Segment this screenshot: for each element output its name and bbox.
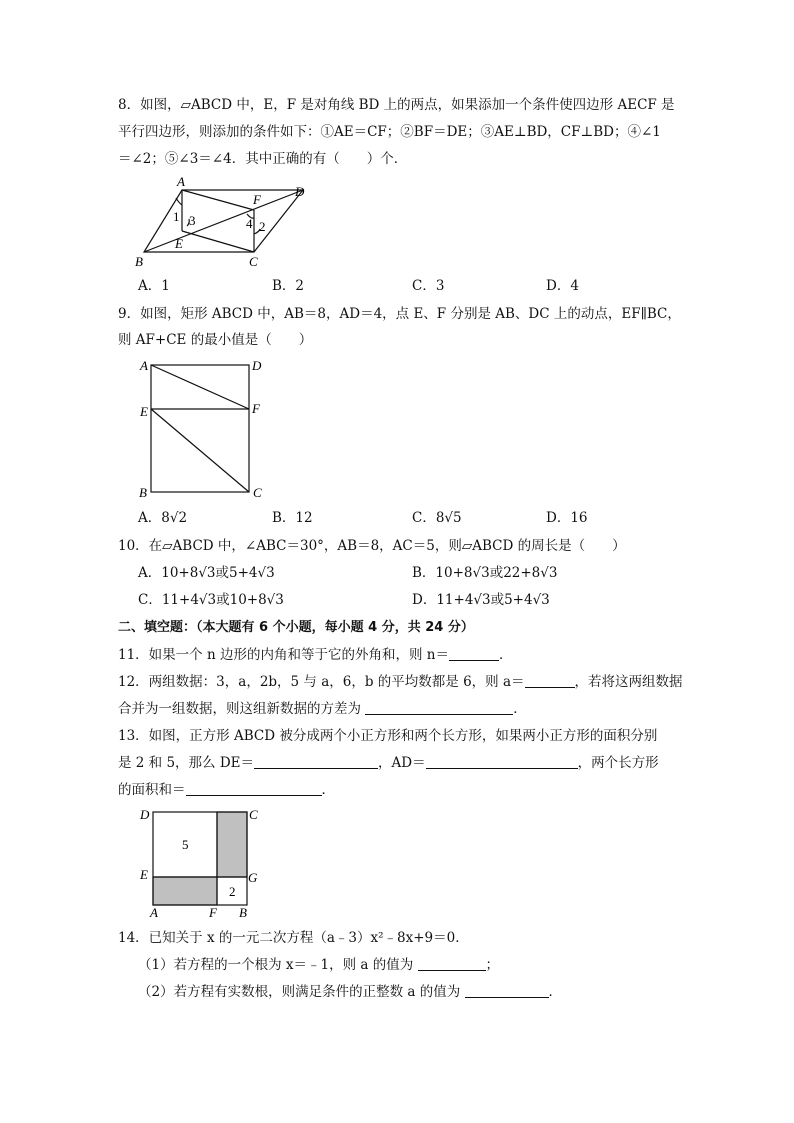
q13-area-2: 2 bbox=[229, 884, 236, 899]
q13-label-D: D bbox=[140, 807, 150, 822]
q8-option-d: D．4 bbox=[546, 278, 579, 294]
q8-label-D: D bbox=[295, 184, 305, 199]
q13-line2 bbox=[118, 753, 659, 773]
q13-text-c: ，AD＝ bbox=[378, 755, 426, 771]
q13-label-B: B bbox=[239, 905, 247, 920]
q10-line1: 10．在▱ABCD 中，∠ABC＝30°，AB＝8，AC＝5，则▱ABCD 的周长是（ ） bbox=[118, 538, 626, 554]
q14-text-b: （1）若方程的一个根为 x＝﹣1，则 a 的值为 bbox=[138, 957, 414, 973]
q10-option-a: A．10+8√3或5+4√3 bbox=[138, 565, 275, 581]
q9-label-F: F bbox=[252, 401, 260, 416]
q13-label-G: G bbox=[248, 870, 258, 885]
q14-part1 bbox=[138, 955, 499, 975]
q13-blank-ad[interactable] bbox=[426, 754, 578, 769]
q9-line1: 9．如图，矩形 ABCD 中，AB＝8，AD＝4，点 E、F 分别是 AB、DC 上的动点，EF∥BC， bbox=[118, 306, 681, 322]
q11-end: ． bbox=[498, 647, 513, 663]
q14-text-c: ； bbox=[485, 957, 500, 973]
q13-label-E: E bbox=[140, 867, 148, 882]
section-heading: 二、填空题：（本大题有 6 个小题，每小题 4 分，共 24 分） bbox=[118, 620, 474, 635]
q10-option-c: C．11+4√3或10+8√3 bbox=[138, 592, 284, 608]
q12-blank-a[interactable] bbox=[525, 673, 575, 688]
q9-option-a: A．8√2 bbox=[138, 510, 188, 526]
q14-text-d: （2）若方程有实数根，则满足条件的正整数 a 的值为 bbox=[138, 984, 461, 1000]
q9-label-A: A bbox=[140, 358, 148, 373]
q8-label-B: B bbox=[135, 254, 143, 269]
q13-blank-area[interactable] bbox=[186, 781, 322, 796]
q14-end: ． bbox=[548, 984, 563, 1000]
q10-option-d: D．11+4√3或5+4√3 bbox=[412, 592, 550, 608]
q9-option-c: C．8√5 bbox=[412, 510, 462, 526]
q13-line1: 13．如图，正方形 ABCD 被分成两个小正方形和两个长方形，如果两小正方形的面积分别 bbox=[118, 728, 658, 744]
q13-text-e: 的面积和＝ bbox=[118, 782, 186, 798]
q13-figure bbox=[136, 804, 266, 920]
q8-option-a: A．1 bbox=[138, 278, 170, 294]
q8-label-2: 2 bbox=[259, 219, 266, 234]
q8-label-A: A bbox=[177, 174, 185, 189]
q13-end: ． bbox=[321, 782, 335, 798]
q11-answer-blank[interactable] bbox=[449, 646, 499, 661]
q11-line bbox=[118, 645, 512, 665]
q14-blank-1[interactable] bbox=[418, 956, 486, 971]
q9-label-D: D bbox=[252, 358, 262, 373]
q12-text-b: ，若将这两组数据 bbox=[574, 674, 683, 690]
q8-label-3: 3 bbox=[189, 213, 196, 228]
q8-label-1: 1 bbox=[173, 209, 180, 224]
q13-text-d: ，两个长方形 bbox=[577, 755, 659, 771]
q8-line3: ＝∠2；⑤∠3＝∠4．其中正确的有（ ）个． bbox=[118, 151, 408, 167]
q13-label-F: F bbox=[209, 905, 217, 920]
q9-label-B: B bbox=[139, 485, 147, 500]
q9-figure bbox=[136, 354, 272, 504]
q8-line1: 8．如图，▱ABCD 中，E，F 是对角线 BD 上的两点，如果添加一个条件使四边形 AECF 是 bbox=[118, 97, 675, 113]
q12-line1 bbox=[118, 672, 683, 692]
q9-option-d: D．16 bbox=[546, 510, 588, 526]
q9-option-b: B．12 bbox=[272, 510, 313, 526]
q8-label-F: F bbox=[253, 192, 261, 207]
q10-option-b: B．10+8√3或22+8√3 bbox=[412, 565, 558, 581]
q12-text-c: 合并为一组数据，则这组新数据的方差为 bbox=[118, 701, 361, 717]
q13-label-A: A bbox=[150, 905, 158, 920]
q12-blank-variance[interactable] bbox=[365, 700, 513, 715]
q8-option-c: C．3 bbox=[412, 278, 445, 294]
q8-option-b: B．2 bbox=[272, 278, 305, 294]
q13-text-b: 是 2 和 5，那么 DE＝ bbox=[118, 755, 255, 771]
q13-blank-de[interactable] bbox=[254, 754, 378, 769]
q13-area-5: 5 bbox=[182, 837, 189, 852]
q13-line3 bbox=[118, 780, 335, 800]
q8-label-E: E bbox=[175, 236, 183, 251]
q14-blank-2[interactable] bbox=[465, 983, 549, 998]
q9-line2: 则 AF+CE 的最小值是（ ） bbox=[118, 332, 313, 348]
q12-text-a: 12．两组数据：3，a，2b，5 与 a，6，b 的平均数都是 6，则 a＝ bbox=[118, 674, 525, 690]
q14-part2 bbox=[138, 982, 562, 1002]
q8-label-4: 4 bbox=[246, 216, 253, 231]
q12-line2 bbox=[118, 699, 527, 719]
q9-label-C: C bbox=[253, 485, 262, 500]
q8-label-C: C bbox=[249, 254, 258, 269]
q11-text: 11．如果一个 n 边形的内角和等于它的外角和，则 n＝ bbox=[118, 647, 449, 663]
q8-figure bbox=[133, 172, 313, 272]
q8-line2: 平行四边形，则添加的条件如下：①AE＝CF；②BF＝DE；③AE⊥BD，CF⊥BD；④∠1 bbox=[118, 124, 661, 140]
q13-label-C: C bbox=[249, 807, 258, 822]
q12-end: ． bbox=[513, 701, 527, 717]
q9-label-E: E bbox=[140, 404, 148, 419]
q14-line1: 14．已知关于 x 的一元二次方程（a﹣3）x²﹣8x+9＝0． bbox=[118, 930, 469, 946]
